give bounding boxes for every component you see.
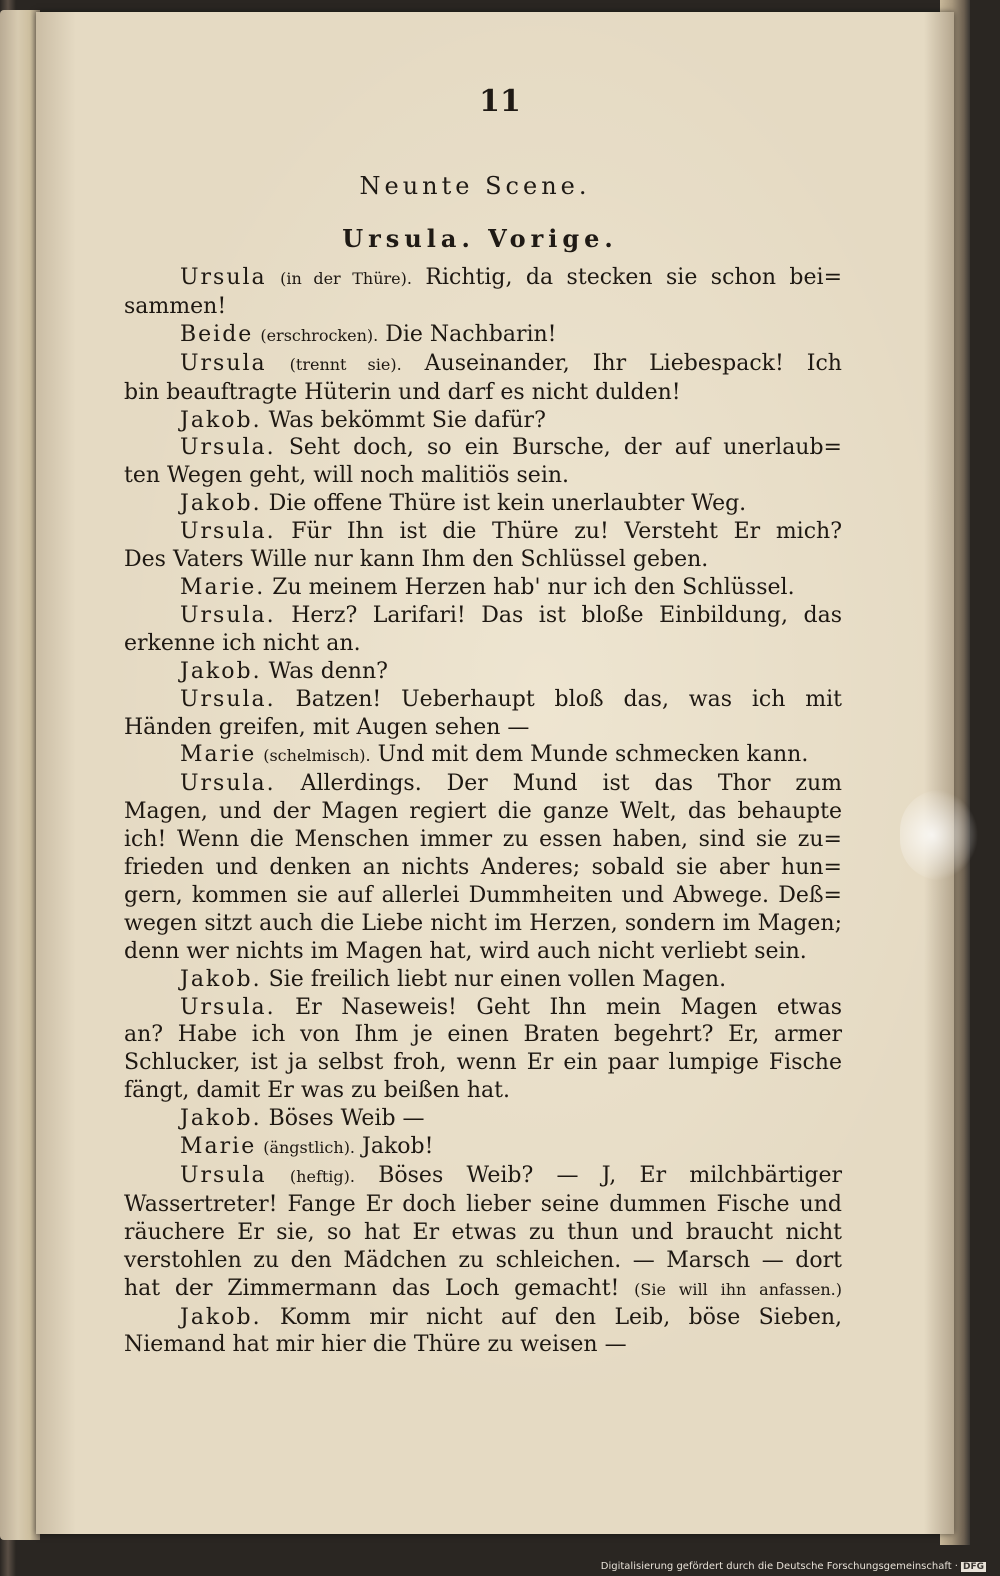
continuation-line — [124, 798, 842, 826]
line-text: räuchere Er sie, so hat Er etwas zu thun und braucht nicht — [124, 1219, 842, 1245]
speaker-name: Marie. — [180, 574, 266, 600]
line-text: Schlucker, ist ja selbst froh, wenn Er ein paar lumpige Fische — [124, 1050, 842, 1076]
stage-direction: (heftig). — [289, 1167, 355, 1186]
scene-title: Neunte Scene. — [359, 172, 591, 200]
continuation-line — [124, 882, 842, 910]
speech-line — [124, 321, 842, 350]
line-text: Allerdings. Der Mund ist das Thor zum — [300, 771, 842, 797]
line-text: Des Vaters Wille nur kann Ihm den Schlüssel geben. — [124, 547, 709, 573]
continuation-line — [124, 826, 842, 854]
speaker-name: Jakob. — [180, 658, 262, 684]
speaker-name: Ursula. — [180, 994, 276, 1020]
speaker-name: Marie — [180, 1134, 257, 1160]
speaker-name: Marie — [180, 742, 257, 768]
continuation-line — [124, 714, 842, 742]
line-text: sammen! — [124, 293, 227, 319]
speech-line — [124, 994, 842, 1022]
line-text: fängt, damit Er was zu beißen hat. — [124, 1078, 510, 1104]
continuation-line — [124, 1331, 842, 1359]
continuation-line — [124, 910, 842, 938]
speech-line — [124, 966, 842, 994]
line-text: Wassertreter! Fange Er doch lieber seine dummen Fische und — [124, 1191, 842, 1217]
line-text: Herz? Larifari! Das ist bloße Einbildung, das — [291, 602, 842, 628]
speech-line — [124, 1304, 842, 1332]
continuation-line — [124, 546, 842, 574]
continuation-line — [124, 1021, 842, 1049]
scanner-glare — [900, 790, 980, 880]
line-text: Zu meinem Herzen hab' nur ich den Schlüssel. — [272, 574, 795, 600]
speaker-name: Jakob. — [180, 1304, 262, 1330]
continuation-line — [124, 293, 842, 321]
continuation-line — [124, 379, 842, 407]
line-text: Was denn? — [268, 658, 388, 684]
speech-line — [124, 490, 842, 518]
continuation-line — [124, 1077, 842, 1105]
speech-line — [124, 1162, 842, 1191]
speaker-name: Ursula. — [180, 435, 276, 461]
speaker-name: Ursula — [180, 350, 267, 376]
speech-line — [124, 686, 842, 714]
dfg-logo: DFG — [962, 1562, 984, 1572]
speech-line — [124, 602, 842, 630]
dialogue-text — [124, 264, 842, 1359]
continuation-line — [124, 854, 842, 882]
stage-direction: (erschrocken). — [260, 325, 379, 345]
line-text: Händen greifen, mit Augen sehen — — [124, 714, 530, 740]
line-text: Böses Weib — — [268, 1106, 425, 1132]
speaker-name: Jakob. — [180, 966, 262, 992]
line-text: Böses Weib? — J, Er milchbärtiger — [378, 1163, 842, 1188]
speech-line — [124, 264, 842, 293]
line-text: gern, kommen sie auf allerlei Dummheiten und Abwege. Deß= — [124, 882, 842, 908]
speech-line — [124, 741, 842, 770]
line-text: an? Habe ich von Ihm je einen Braten begehrt? Er, armer — [124, 1022, 842, 1048]
line-text: Die offene Thüre ist kein unerlaubter Weg. — [268, 491, 747, 517]
speaker-name: Ursula. — [180, 602, 276, 628]
digitization-footer — [601, 1561, 986, 1572]
speaker-name: Ursula — [180, 1163, 267, 1188]
line-text: ich! Wenn die Menschen immer zu essen haben, sind sie zu= — [124, 827, 842, 853]
line-text: Batzen! Ueberhaupt bloß das, was ich mit — [295, 686, 842, 712]
stage-direction: (in der Thüre). — [280, 269, 412, 288]
continuation-line — [124, 1219, 842, 1247]
continuation-line — [124, 938, 842, 966]
line-text: frieden und denken an nichts Anderes; sobald sie aber hun= — [124, 855, 842, 881]
stage-direction: (schelmisch). — [263, 746, 371, 766]
footer-text: Digitalisierung gefördert durch die Deutsche Forschungsgemeinschaft · — [600, 1561, 958, 1572]
line-text: Auseinander, Ihr Liebespack! Ich — [424, 350, 842, 376]
speaker-name: Ursula. — [180, 519, 276, 545]
stage-direction: (ängstlich). — [263, 1138, 356, 1158]
line-text: Magen, und der Magen regiert die ganze Welt, das behaupte — [124, 799, 842, 825]
continuation-line — [124, 1247, 842, 1275]
speaker-name: Ursula. — [180, 771, 276, 797]
line-text: Für Ihn ist die Thüre zu! Versteht Er mich? — [291, 519, 842, 545]
line-text: Jakob! — [362, 1134, 434, 1160]
line-text: Sie freilich liebt nur einen vollen Magen. — [268, 966, 727, 992]
speaker-name: Jakob. — [180, 407, 262, 433]
line-text: denn wer nichts im Magen hat, wird auch nicht verliebt sein. — [124, 938, 807, 964]
line-text: wegen sitzt auch die Liebe nicht im Herzen, sondern im Magen; — [124, 910, 842, 936]
line-text: bin beauftragte Hüterin und darf es nicht dulden! — [124, 379, 681, 405]
line-text: Und mit dem Munde schmecken kann. — [377, 742, 809, 768]
speech-line — [124, 770, 842, 798]
speaker-name: Ursula — [180, 265, 267, 290]
line-text: hat der Zimmermann das Loch gemacht! — [124, 1275, 620, 1301]
line-text: erkenne ich nicht an. — [124, 630, 361, 656]
speech-line — [124, 1133, 842, 1162]
continuation-line — [124, 1049, 842, 1077]
line-text: Die Nachbarin! — [385, 321, 557, 347]
speech-line — [124, 407, 842, 435]
speaker-name: Jakob. — [180, 491, 262, 517]
page-number: 11 — [479, 84, 521, 119]
continuation-line — [124, 1275, 842, 1304]
speaker-name: Jakob. — [180, 1106, 262, 1132]
stage-direction: (trennt sie). — [289, 354, 402, 374]
continuation-line — [124, 1191, 842, 1219]
speech-line — [124, 518, 842, 546]
line-text: ten Wegen geht, will noch malitiös sein. — [124, 463, 570, 489]
speech-line — [124, 350, 842, 379]
continuation-line — [124, 462, 842, 490]
line-text: Komm mir nicht auf den Leib, böse Sieben, — [280, 1304, 843, 1330]
line-text: Was bekömmt Sie dafür? — [268, 407, 546, 433]
line-text: Er Naseweis! Geht Ihn mein Magen etwas — [295, 994, 842, 1020]
line-text: verstohlen zu den Mädchen zu schleichen. — Marsch — dort — [124, 1247, 842, 1273]
speech-line — [124, 434, 842, 462]
stage-direction: (Sie will ihn anfassen.) — [634, 1279, 842, 1299]
line-text: Richtig, da stecken sie schon bei= — [425, 265, 843, 290]
line-text: Seht doch, so ein Bursche, der auf unerlaub= — [288, 435, 842, 461]
speech-line — [124, 658, 842, 686]
speaker-name: Beide — [180, 321, 254, 347]
continuation-line — [124, 630, 842, 658]
speaker-name: Ursula. — [180, 686, 276, 712]
speech-line — [124, 1105, 842, 1133]
line-text: Niemand hat mir hier die Thüre zu weisen — — [124, 1332, 627, 1358]
speech-line — [124, 574, 842, 602]
scene-cast: Ursula. Vorige. — [342, 224, 618, 253]
